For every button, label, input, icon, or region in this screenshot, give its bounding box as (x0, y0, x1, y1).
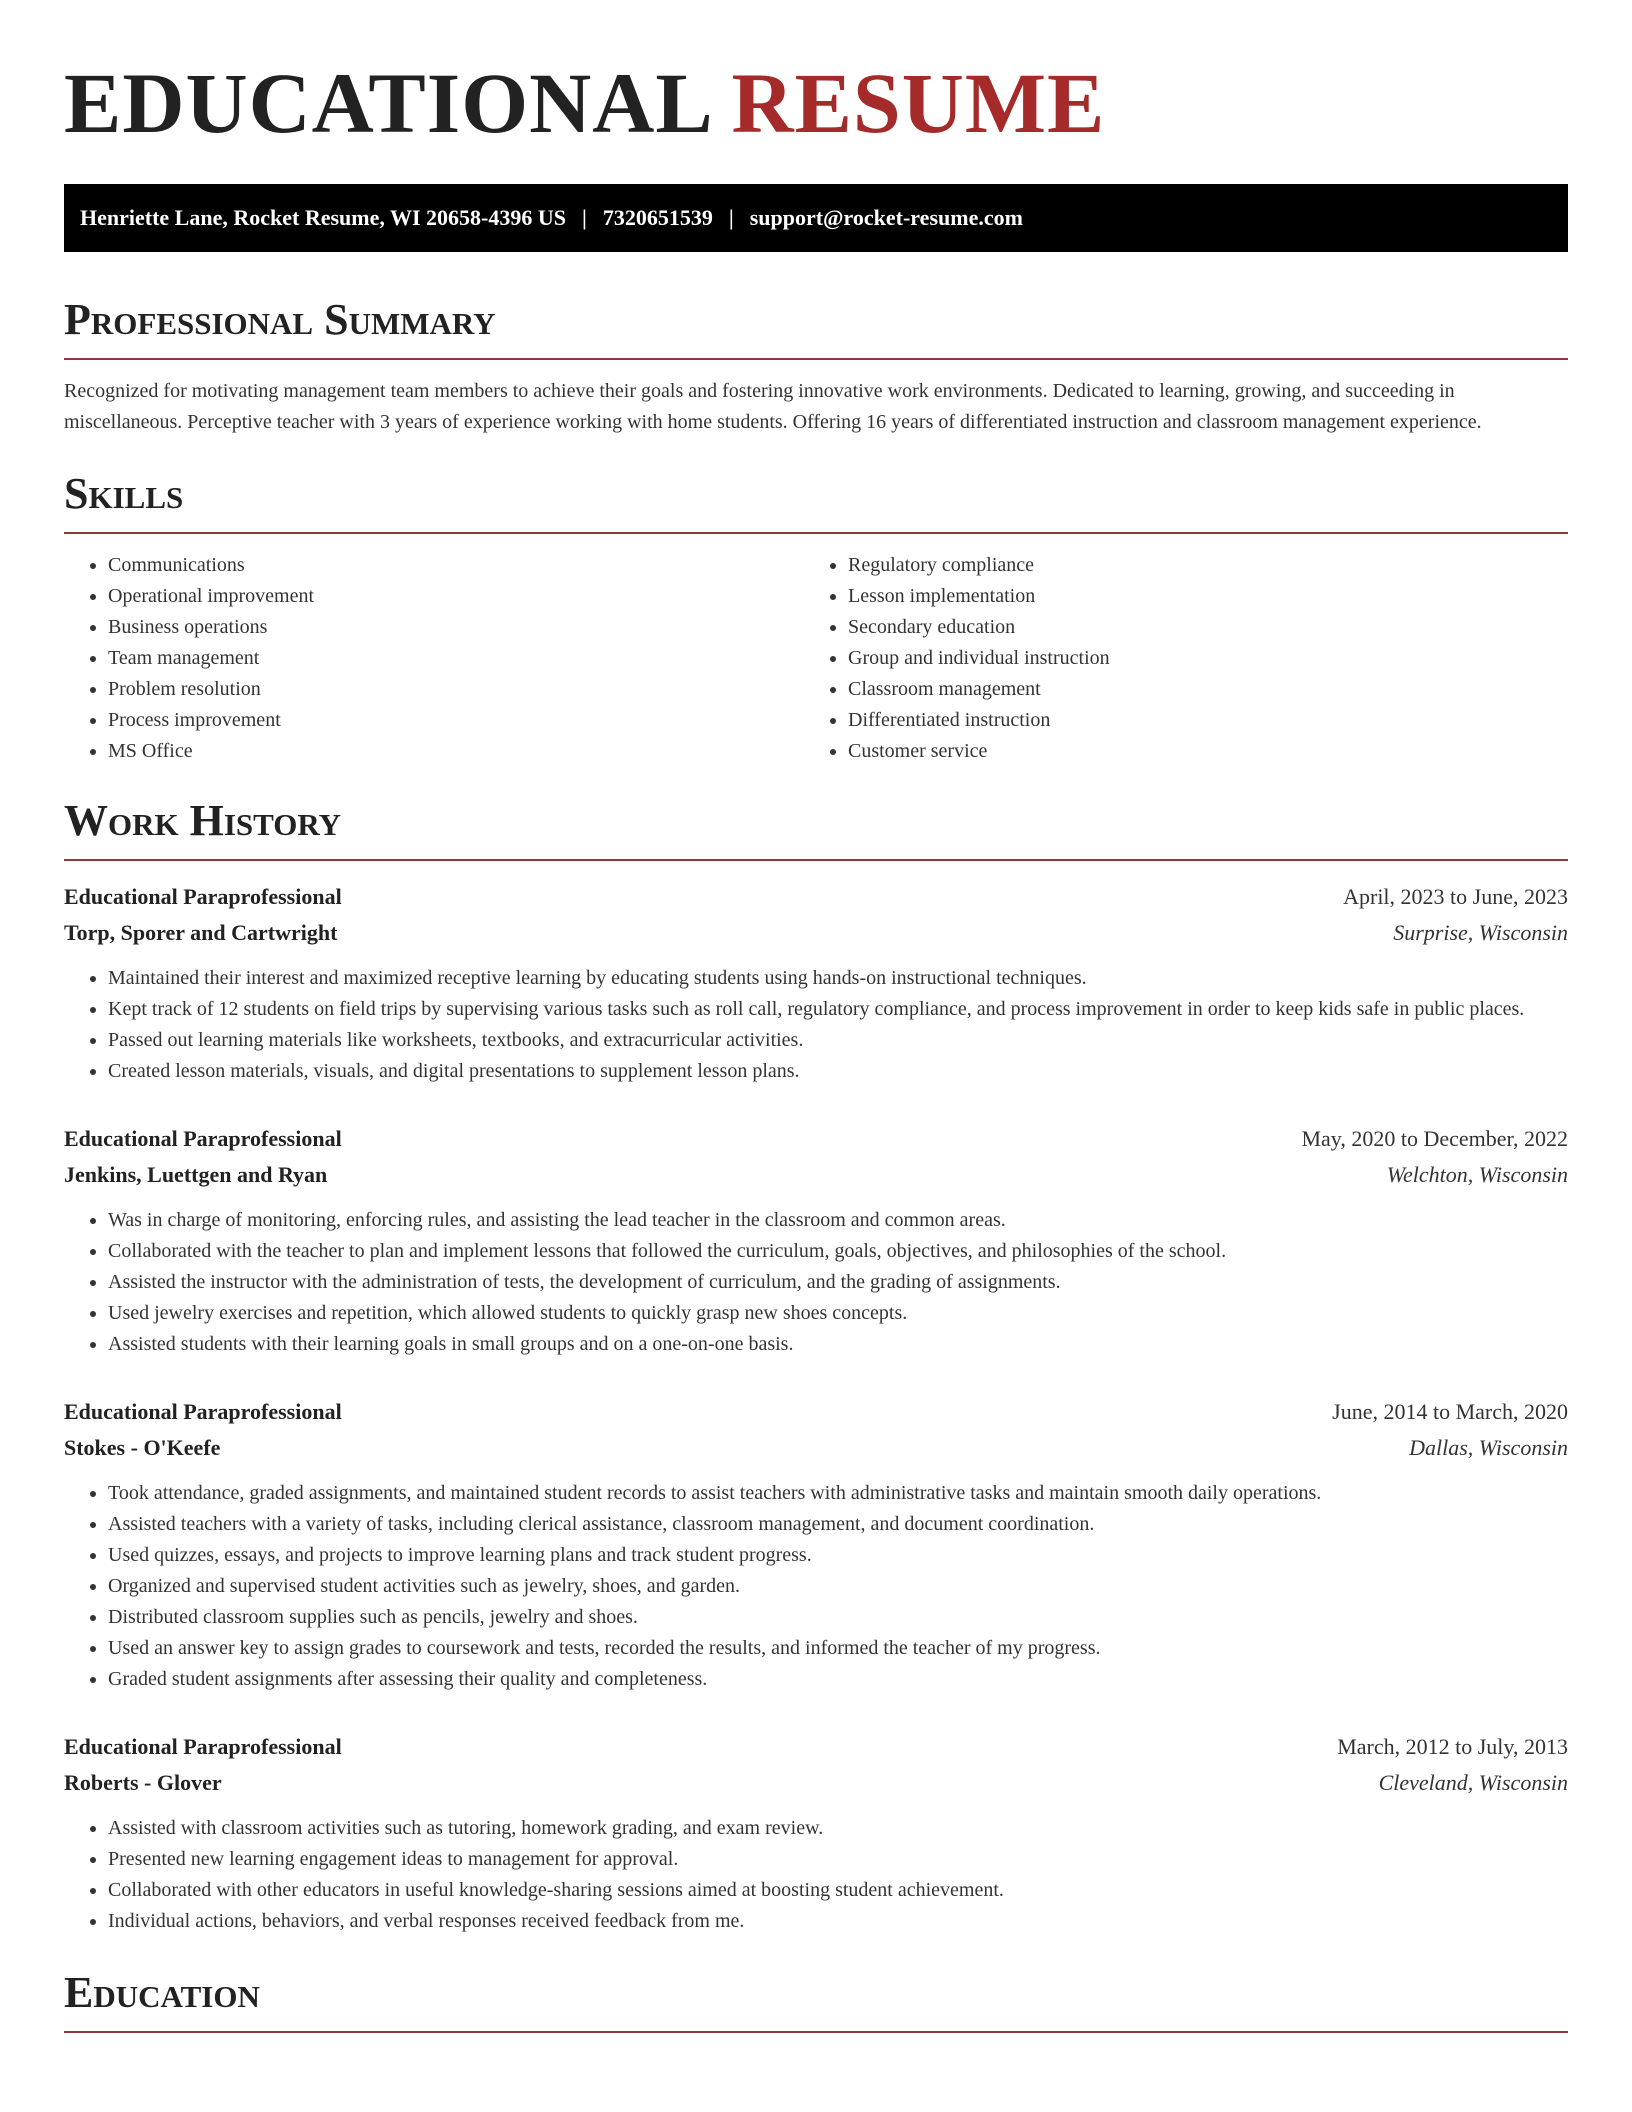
job-bullet: • Individual actions, behaviors, and verbal responses received feedback from me. (108, 1906, 1568, 1937)
job-entry (64, 1394, 1568, 1695)
job-bullets (64, 1205, 1568, 1360)
education-heading: Education (64, 1967, 1568, 2033)
job-bullet: • Passed out learning materials like worksheets, textbooks, and extracurricular activities. (108, 1025, 1568, 1056)
job-company: Stokes - O'Keefe (64, 1435, 221, 1460)
contact-email[interactable]: support@rocket-resume.com (749, 205, 1023, 230)
job-entry (64, 879, 1568, 1087)
job-company: Torp, Sporer and Cartwright (64, 920, 338, 945)
job-bullet: • Graded student assignments after assessing their quality and completeness. (108, 1664, 1568, 1695)
title-accent: RESUME (731, 55, 1106, 151)
skill-item: • MS Office (108, 736, 804, 767)
title-main: EDUCATIONAL (64, 55, 709, 151)
job-bullets (64, 1478, 1568, 1695)
summary-text: Recognized for motivating management team members to achieve their goals and fostering innovative work environments. Dedicated to learning, growing, and succeeding in miscellaneous. Perceptive teacher with 3 years of experience working with home students. Offering 16 years of differentiated instruction and classroom management experience. (64, 380, 1482, 433)
job-bullet: • Assisted the instructor with the administration of tests, the development of curriculum, and the grading of assignments. (108, 1267, 1568, 1298)
job-bullets (64, 963, 1568, 1087)
job-bullet: • Distributed classroom supplies such as pencils, jewelry and shoes. (108, 1602, 1568, 1633)
job-location: Welchton, Wisconsin (1386, 1162, 1568, 1187)
job-bullet: • Used an answer key to assign grades to coursework and tests, recorded the results, and informed the teacher of my progress. (108, 1633, 1568, 1664)
job-bullet: • Maintained their interest and maximized receptive learning by educating students using hands-on instructional techniques. (108, 963, 1568, 994)
skill-item: • Team management (108, 643, 804, 674)
skill-item: • Secondary education (848, 612, 1568, 643)
job-bullet: • Used quizzes, essays, and projects to improve learning plans and track student progress. (108, 1540, 1568, 1571)
skill-item: • Lesson implementation (848, 581, 1568, 612)
job-bullet: • Was in charge of monitoring, enforcing rules, and assisting the lead teacher in the classroom and common areas. (108, 1205, 1568, 1236)
skills-column-left (64, 550, 804, 767)
skill-item: • Differentiated instruction (848, 705, 1568, 736)
skill-item: • Business operations (108, 612, 804, 643)
job-bullet: • Used jewelry exercises and repetition, which allowed students to quickly grasp new shoes concepts. (108, 1298, 1568, 1329)
job-title: Educational Paraprofessional (64, 1126, 342, 1151)
job-company: Roberts - Glover (64, 1770, 222, 1795)
skill-item: • Communications (108, 550, 804, 581)
job-title: Educational Paraprofessional (64, 1399, 342, 1424)
job-bullet: • Assisted students with their learning goals in small groups and on a one-on-one basis. (108, 1329, 1568, 1360)
job-dates: May, 2020 to December, 2022 (1301, 1126, 1568, 1151)
skill-item: • Regulatory compliance (848, 550, 1568, 581)
job-company: Jenkins, Luettgen and Ryan (64, 1162, 328, 1187)
contact-bar (64, 184, 1568, 252)
job-location: Dallas, Wisconsin (1409, 1435, 1568, 1460)
skill-item: • Operational improvement (108, 581, 804, 612)
contact-phone: 7320651539 (602, 205, 713, 230)
skill-item: • Process improvement (108, 705, 804, 736)
job-bullet: • Collaborated with the teacher to plan and implement lessons that followed the curriculum, goals, objectives, and philosophies of the school. (108, 1236, 1568, 1267)
skill-item: • Classroom management (848, 674, 1568, 705)
contact-separator: | (728, 205, 734, 230)
skills-column-right (804, 550, 1568, 767)
job-title: Educational Paraprofessional (64, 1734, 342, 1759)
job-title: Educational Paraprofessional (64, 884, 342, 909)
job-dates: June, 2014 to March, 2020 (1332, 1399, 1568, 1424)
job-bullet: • Assisted with classroom activities such as tutoring, homework grading, and exam review. (108, 1813, 1568, 1844)
job-bullet: • Assisted teachers with a variety of tasks, including clerical assistance, classroom management, and document coordination. (108, 1509, 1568, 1540)
job-dates: April, 2023 to June, 2023 (1343, 884, 1568, 909)
job-bullet: • Created lesson materials, visuals, and digital presentations to supplement lesson plans. (108, 1056, 1568, 1087)
job-bullet: • Organized and supervised student activities such as jewelry, shoes, and garden. (108, 1571, 1568, 1602)
job-dates: March, 2012 to July, 2013 (1337, 1734, 1568, 1759)
work-history-heading: Work History (64, 795, 1568, 861)
job-bullets (64, 1813, 1568, 1937)
job-bullet: • Kept track of 12 students on field trips by supervising various tasks such as roll call, regulatory compliance, and process improvement in order to keep kids safe in public places. (108, 994, 1568, 1025)
job-entry (64, 1121, 1568, 1360)
resume-title (64, 0, 1568, 154)
skills-list (64, 550, 1568, 767)
skills-heading: Skills (64, 468, 1568, 534)
job-location: Cleveland, Wisconsin (1378, 1770, 1568, 1795)
skill-item: • Customer service (848, 736, 1568, 767)
summary-heading: Professional Summary (64, 294, 1568, 360)
job-entry (64, 1729, 1568, 1937)
job-bullet: • Took attendance, graded assignments, and maintained student records to assist teachers with administrative tasks and maintain smooth daily operations. (108, 1478, 1568, 1509)
job-bullet: • Collaborated with other educators in useful knowledge-sharing sessions aimed at boosting student achievement. (108, 1875, 1568, 1906)
contact-separator: | (581, 205, 587, 230)
skill-item: • Problem resolution (108, 674, 804, 705)
skill-item: • Group and individual instruction (848, 643, 1568, 674)
job-location: Surprise, Wisconsin (1393, 920, 1568, 945)
job-bullet: • Presented new learning engagement ideas to management for approval. (108, 1844, 1568, 1875)
contact-address: Henriette Lane, Rocket Resume, WI 20658-4396 US (80, 205, 566, 230)
